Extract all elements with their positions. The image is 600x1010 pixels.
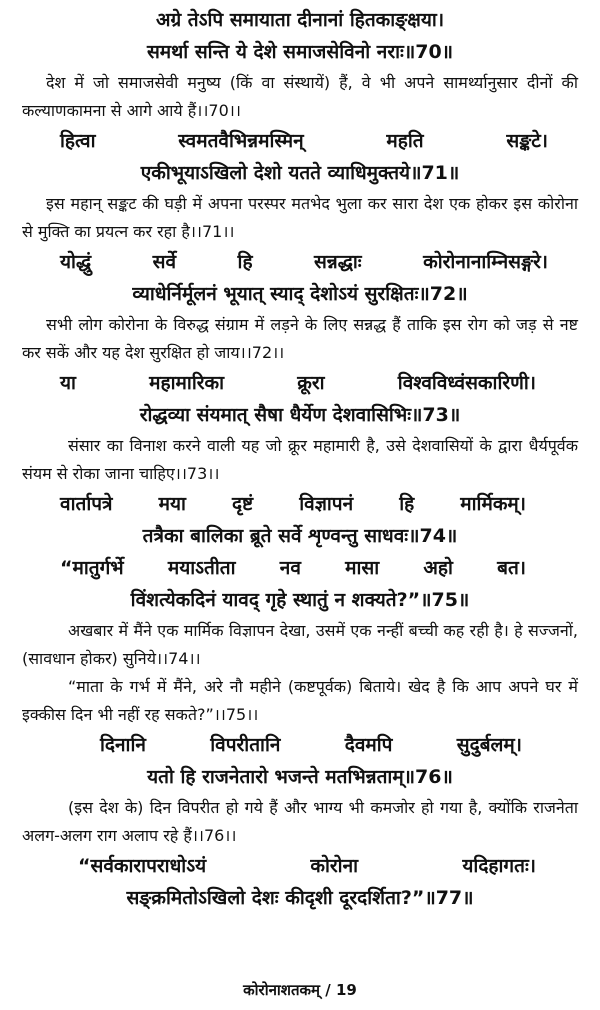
translation-74: अखबार में मैंने एक मार्मिक विज्ञापन देखा, उसमें एक नन्हीं बच्ची कह रही है। हे सज्जनों, (सावधान होकर) सुनिये।।74।। bbox=[22, 621, 578, 668]
verse-77-line-1: “सर्वकारापराधोऽयं कोरोना यदिहागतः। bbox=[78, 855, 536, 877]
verse-71-line-2: एकीभूयाऽखिलो देशो यतते व्याधिमुक्तये॥71॥ bbox=[140, 162, 460, 184]
verse-73-line-2: रोद्धव्या संयमात् सैषा धैर्येण देशवासिभिः॥73॥ bbox=[139, 404, 461, 426]
verse-75-line-1: “मातुर्गर्भे मयाऽतीता नव मासा अहो बत। bbox=[60, 557, 526, 579]
verse-71-line-1: हित्वा स्वमतवैभिन्नमस्मिन् महति सङ्कटे। bbox=[60, 130, 548, 152]
verse-77-line-2: सङ्क्रमितोऽखिलो देशः कीदृशी दूरदर्शिता?”॥77॥ bbox=[126, 887, 474, 909]
verse-74-line-1: वार्तापत्रे मया दृष्टं विज्ञापनं हि मार्मिकम्। bbox=[60, 493, 526, 515]
verse-70-line-1: अग्रे तेऽपि समायाता दीनानां हितकाङ्क्षया। bbox=[155, 9, 445, 31]
verse-74-line-2: तत्रैका बालिका ब्रूते सर्वे शृण्वन्तु साधवः॥74॥ bbox=[142, 525, 458, 547]
verse-72-line-1: योद्धुं सर्वे हि सन्नद्धाः कोरोनानाम्निसङ्गरे। bbox=[60, 251, 548, 273]
translation-75: “माता के गर्भ में मैंने, अरे नौ महीने (कष्टपूर्वक) बिताये। खेद है कि आप अपने घर में इक्कीस दिन भी नहीं रह सकते?”।।75।। bbox=[22, 677, 578, 724]
translation-70: देश में जो समाजसेवी मनुष्य (किं वा संस्थायें) हैं, वे भी अपने सामर्थ्यानुसार दीनों की कल्याणकामना से आगे आये हैं।।70।। bbox=[22, 73, 578, 120]
verse-70-line-2: समर्था सन्ति ये देशे समाजसेविनो नराः॥70॥ bbox=[146, 41, 454, 63]
verse-75-line-2: विंशत्येकदिनं यावद् गृहे स्थातुं न शक्यते?”॥75॥ bbox=[130, 589, 470, 611]
translation-73: संसार का विनाश करने वाली यह जो क्रूर महामारी है, उसे देशवासियों के द्वारा धैर्यपूर्वक संयम से रोका जाना चाहिए।।73।। bbox=[22, 436, 578, 483]
verse-72-line-2: व्याधेर्निर्मूलनं भूयात् स्याद् देशोऽयं सुरक्षितः॥72॥ bbox=[132, 283, 468, 305]
verse-73-line-1: या महामारिका क्रूरा विश्वविध्वंसकारिणी। bbox=[60, 372, 536, 394]
translation-76: (इस देश के) दिन विपरीत हो गये हैं और भाग्य भी कमजोर हो गया है, क्योंकि राजनेता अलग-अलग राग अलाप रहे हैं।।76।। bbox=[22, 798, 578, 845]
verse-76-line-1: दिनानि विपरीतानि दैवमपि सुदुर्बलम्। bbox=[100, 734, 522, 756]
verse-76-line-2: यतो हि राजनेतारो भजन्ते मतभिन्नताम्॥76॥ bbox=[147, 766, 453, 788]
translation-72: सभी लोग कोरोना के विरुद्ध संग्राम में लड़ने के लिए सन्नद्ध हैं ताकि इस रोग को जड़ से नष्ट कर सकें और यह देश सुरक्षित हो जाय।।72।। bbox=[22, 315, 578, 362]
page-footer: कोरोनाशतकम् / 19 bbox=[243, 981, 357, 999]
translation-71: इस महान् सङ्कट की घड़ी में अपना परस्पर मतभेद भुला कर सारा देश एक होकर इस कोरोना से मुक्ति का प्रयत्न कर रहा है।।71।। bbox=[22, 194, 578, 241]
